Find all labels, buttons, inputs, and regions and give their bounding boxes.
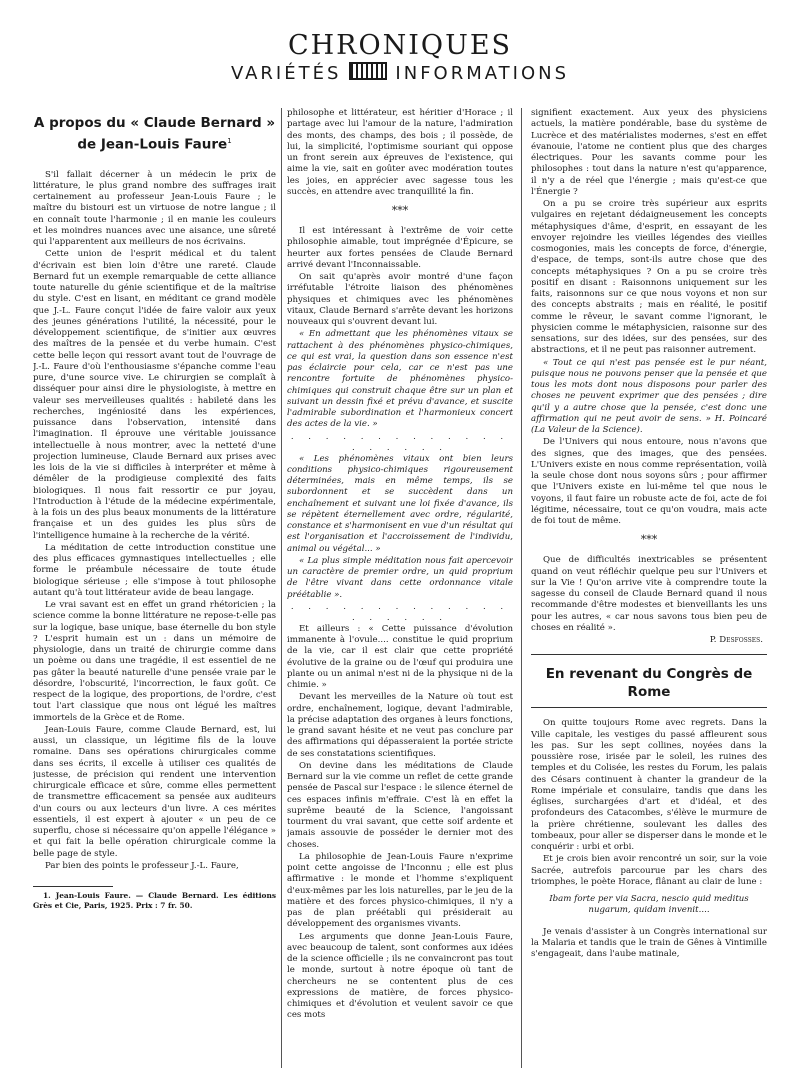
paragraph: Devant les merveilles de la Nature où tout est ordre, enchaînement, logique, devant l'admirable, la précise adaptation des organes à leurs fonctions, le grand savant hésite et ne veut pas conclure par des affirmations qui dépasseraient la portée stricte de ses constatations scientifiques.	[287, 692, 513, 759]
signature: P. Desfosses.	[709, 635, 763, 645]
paragraph: On sait qu'après avoir montré d'une façon irréfutable l'étroite liaison des phénomènes physiques et chimiques avec les phénomènes vitaux, Claude Bernard s'arrête devant les horizons nouveaux qui s'ouvrent devant lui.	[287, 272, 513, 327]
paragraph: On devine dans les méditations de Claude Bernard sur la vie comme un reflet de cette grande pensée de Pascal sur l'espace : le silence éternel de ces espaces infinis m'effraie. C'est là en effet la suprême beauté de la Science, l'angoissant tourment du vrai savant, que cette soif ardente et jamais assouvie de posséder le dernier mot des choses.	[287, 760, 513, 850]
masthead-ornament-icon	[349, 62, 387, 80]
paragraph: Cette union de l'esprit médical et du talent d'écrivain est bien loin d'être une rareté. Claude Bernard fut un exemple remarquable de cette alliance toute naturelle du génie scientifique et de la maîtrise du style. C'est en lisant, en méditant ce grand modèle que J.-L. Faure conçut l'idée de faire valoir aux yeux des jeunes générations l'utilité, la nécessité, pour le développement scientifique, de s'initier aux œuvres des maîtres de la pensée et du verbe humain. C'est cette belle leçon qui ressort avant tout de l'ouvrage de J.-L. Faure d'où l'enthousiasme s'épanche comme l'eau pure, d'une source vive. Le chirurgien se complaît à disséquer pour ainsi dire le physiologiste, à mettre en valeur ses merveilleuses qualités : habileté dans les recherches, ingéniosité dans les expériences, puissance dans l'observation, intensité dans l'imagination. Il éprouve une véritable jouissance intellectuelle à nous montrer, avec la netteté d'une projection lumineuse, Claude Bernard aux prises avec les lois de la vie si difficiles à interpréter et même à démêler de la prodigieuse complexité des faits biologiques. Il nous fait ressortir ce pur joyau, l'Introduction à l'étude de la médecine expérimentale, à la fois un des plus beaux monuments de la littérature française et un des guides les plus sûrs de l'intelligence humaine à la recherche de la vérité.	[33, 249, 276, 541]
masthead	[0, 30, 800, 85]
paragraph: On quitte toujours Rome avec regrets. Dans la Ville capitale, les vestiges du passé affleurent sous les pas. Sur les sept collines, noyées dans la poussière rose, irisée par le soleil, les ruines des temples et du Colisée, les restes du Forum, les palais des Césars continuent à chanter la grandeur de la Rome impériale et consulaire, tandis que dans les églises, surchargées d'art et d'idéal, et des profondeurs des Catacombes, s'élève le murmure de la prière chrétienne, soulevant les dalles des tombeaux, pour aller se disperser dans le monde et le conquérir : urbi et orbi.	[531, 718, 767, 852]
section-stars: ***	[640, 533, 658, 547]
masthead-right: INFORMATIONS	[395, 63, 570, 84]
paragraph: Les arguments que donne Jean-Louis Faure, avec beaucoup de talent, sont conformes aux idées de la science officielle ; ils ne convaincront pas tout le monde, surtout à notre époque où tant de chercheurs ne se contentent plus de ces expressions de matière, de forces physico-chimiques et d'évolution et veulent savoir ce que ces mots	[287, 931, 513, 1021]
paragraph: signifient exactement. Aux yeux des physiciens actuels, la matière pondérable, base du système de Lucrèce et des matérialistes modernes, s'est en effet évanouie, l'atome ne contient plus que des charges électriques. Pour les savants comme pour les philosophes : tout dans la nature n'est qu'apparence, il n'y a de réel que l'énergie ; mais qu'est-ce que l'Énergie ?	[531, 108, 767, 197]
latin-quote-line1: Ibam forte per via Sacra, nescio quid meditus	[549, 894, 749, 904]
paragraph: Le vrai savant est en effet un grand rhétoricien ; la science comme la bonne littérature ne repose-t-elle pas sur la logique, base unique, base éternelle du bon style ? L'esprit humain est un : dans un mémoire de physiologie, dans un traité de chirurgie comme dans un poème ou dans une tragédie, il est essentiel de ne pas gâter la beauté naturelle d'une pensée vraie par le désordre, l'obscurité, l'incorrection, le faux goût. Ce respect de la logique, des proportions, de l'ordre, c'est tout l'art classique que nous ont légué les maîtres immortels de la Grèce et de Rome.	[33, 600, 276, 723]
paragraph: On a pu se croire très supérieur aux esprits vulgaires en rejetant dédaigneusement les concepts métaphysiques d'âme, d'esprit, en essayant de les envoyer rejoindre les vieilles légendes des vieilles cosmogonies, mais les concepts de force, d'énergie, d'espace, de temps, sont-ils autre chose que des concepts métaphysiques ? On a pu se croire très positif en disant : Raisonnons uniquement sur les faits, raisonnons sur ce que nous voyons et non sur des concepts abstraits ; mais en réalité, le positif comme le rêveur, le savant comme l'ignorant, le physicien comme le métaphysicien, raisonne sur des sensations, sur des idées, sur des pensées, sur des abstractions, et il ne peut pas raisonner autrement.	[531, 199, 767, 356]
masthead-subtitle	[0, 62, 800, 85]
article2-title: En revenant du Congrès de Rome	[545, 666, 753, 701]
paragraph: La méditation de cette introduction constitue une des plus efficaces gymnastiques intellectuelles ; elle forme le préambule nécessaire de toute étude biologique sérieuse ; elle s'impose à tout philosophe autant qu'à tout littérateur avide de beau langage.	[33, 542, 276, 598]
ellipsis-separator: . . . . . . . . . . . . . . . . . . .	[290, 601, 510, 623]
footnote: 1. Jean-Louis Faure. — Claude Bernard. Les éditions Grès et Cie, Paris, 1925. Prix : 7 fr. 50.	[33, 891, 276, 910]
column-divider	[281, 108, 282, 1068]
paragraph: Par bien des points le professeur J.-L. Faure,	[45, 860, 239, 871]
article-divider	[531, 707, 767, 708]
ellipsis-separator: . . . . . . . . . . . . . . . . . . .	[290, 431, 510, 453]
column-1	[33, 108, 276, 1068]
section-stars: ***	[391, 204, 409, 217]
paragraph: Que de difficultés inextricables se présentent quand on veut réfléchir quelque peu sur l'Univers et sur la Vie ! Qu'on arrive vite à comprendre toute la sagesse du conseil de Claude Bernard quand il nous recommande d'être modestes et bienveillants les uns pour les autres, « car nous savons tous bien peu de choses en réalité ».	[531, 555, 767, 633]
article-title-line2: de Jean-Louis Faure	[77, 136, 228, 153]
footnote-marker: 1	[227, 137, 232, 145]
article-title-line1: A propos du « Claude Bernard »	[33, 115, 276, 131]
masthead-title: CHRONIQUES	[287, 30, 513, 61]
paragraph: Je venais d'assister à un Congrès international sur la Malaria et tandis que le train de Gênes à Vintimille s'engageait, dans l'aube matinale,	[531, 926, 767, 959]
article-title	[33, 114, 276, 154]
paragraph: Et je crois bien avoir rencontré un soir, sur la voie Sacrée, autrefois parcourue par les chars des triomphes, le poète Horace, flânant au clair de lune :	[531, 854, 767, 887]
quote-paragraph: « En admettant que les phénomènes vitaux se rattachent à des phénomènes physico-chimiques, ce qui est vrai, la question dans son essence n'est pas éclaircie pour cela, car ce n'est pas une rencontre fortuite de phénomènes physico-chimiques qui construit chaque être sur un plan et suivant un dessin fixé et prévu d'avance, et suscite l'admirable subordination et l'harmonieux concert des actes de la vie. »	[287, 329, 513, 430]
paragraph: De l'Univers qui nous entoure, nous n'avons que des signes, que des images, que des pensées. L'Univers existe en nous comme représentation, voilà la seule chose dont nous soyons sûrs ; pour affirmer que l'Univers existe en lui-même tel que nous le voyons, il faut faire un robuste acte de foi, acte de foi légitime, nécessaire, tout ce qu'on voudra, mais acte de foi tout de même.	[531, 437, 767, 526]
column-2	[287, 108, 513, 1068]
article-divider	[531, 654, 767, 655]
quote-paragraph: « Tout ce qui n'est pas pensée est le pur néant, puisque nous ne pouvons penser que la pensée et que tous les mots dont nous disposons pour parler des choses ne peuvent exprimer que des pensées ; dire qu'il y a autre chose que la pensée, c'est donc une affirmation qui ne peut avoir de sens. » H. Poincaré (La Valeur de la Science).	[531, 357, 767, 435]
quote-paragraph: « Les phénomènes vitaux ont bien leurs conditions physico-chimiques rigoureusement déterminées, mais en même temps, ils se subordonnent et se succèdent dans un enchaînement et suivant une loi fixée d'avance, ils se répètent éternellement avec ordre, régularité, constance et s'harmonisent en vue d'un résultat qui est l'organisation et l'accroissement de l'individu, animal ou végétal... »	[287, 453, 513, 554]
paragraph: S'il fallait décerner à un médecin le prix de littérature, le plus grand nombre des suffrages irait certainement au professeur Jean-Louis Faure ; le maître du bistouri est un virtuose de notre langue ; il en connaît toute l'harmonie ; il en manie les couleurs et les moindres nuances avec une aisance, une sûreté qui l'apparentent aux meilleurs de nos écrivains.	[33, 169, 276, 247]
paragraph: philosophe et littérateur, est héritier d'Horace ; il partage avec lui l'amour de la nature, l'admiration des monts, des champs, des bois ; il possède, de lui, la simplicité, l'optimisme souriant qui oppose un front serein aux épreuves de l'existence, qui aime la vie, sait en goûter avec modération toutes les joies, en apprécier avec sagesse tous les succès, en attendre avec tranquillité la fin.	[287, 108, 513, 197]
masthead-left: VARIÉTÉS	[230, 63, 342, 84]
column-divider	[521, 108, 522, 1068]
paragraph: Jean-Louis Faure, comme Claude Bernard, est, lui aussi, un classique, un légitime fils de la louve romaine. Dans ses opérations chirurgicales comme dans ses écrits, il excelle à utiliser ces qualités de justesse, de précision qui rendent une intervention chirurgicale efficace et sûre, comme elles permettent de transmettre efficacement sa pensée aux auditeurs d'un cours ou aux lecteurs d'un livre. A ces mérites essentiels, il est expert à ajouter « un peu de ce superflu, chose si nécessaire qu'on appelle l'élégance » et qui fait la belle opération chirurgicale comme la belle page de style.	[33, 724, 276, 859]
quote-paragraph: « La plus simple méditation nous fait apercevoir un caractère de premier ordre, un quid proprium de l'être vivant dans cette ordonnance vitale préétablie ».	[287, 555, 513, 600]
latin-quote-line2: nugarum, quidam invenit....	[588, 905, 710, 916]
column-3	[531, 108, 767, 1068]
footnote-divider	[33, 886, 113, 887]
latin-quote	[531, 894, 767, 917]
paragraph: Il est intéressant à l'extrême de voir cette philosophie aimable, tout imprégnée d'Épicure, se heurter aux fortes pensées de Claude Bernard arrivé devant l'Inconnaissable.	[287, 226, 513, 270]
paragraph: Et ailleurs : « Cette puissance d'évolution immanente à l'ovule.... constitue le quid proprium de la vie, car il est clair que cette propriété évolutive de la graine ou de l'œuf qui produira une plante ou un animal n'est ni de la physique ni de la chimie. »	[287, 623, 513, 690]
paragraph: La philosophie de Jean-Louis Faure n'exprime point cette angoisse de l'Inconnu ; elle est plus affirmative : le monde et l'homme s'expliquent d'eux-mêmes par les lois naturelles, par le jeu de la matière et des forces physico-chimiques, il n'y a pas de plan préétabli qui présiderait au développement des organismes vivants.	[287, 851, 513, 930]
